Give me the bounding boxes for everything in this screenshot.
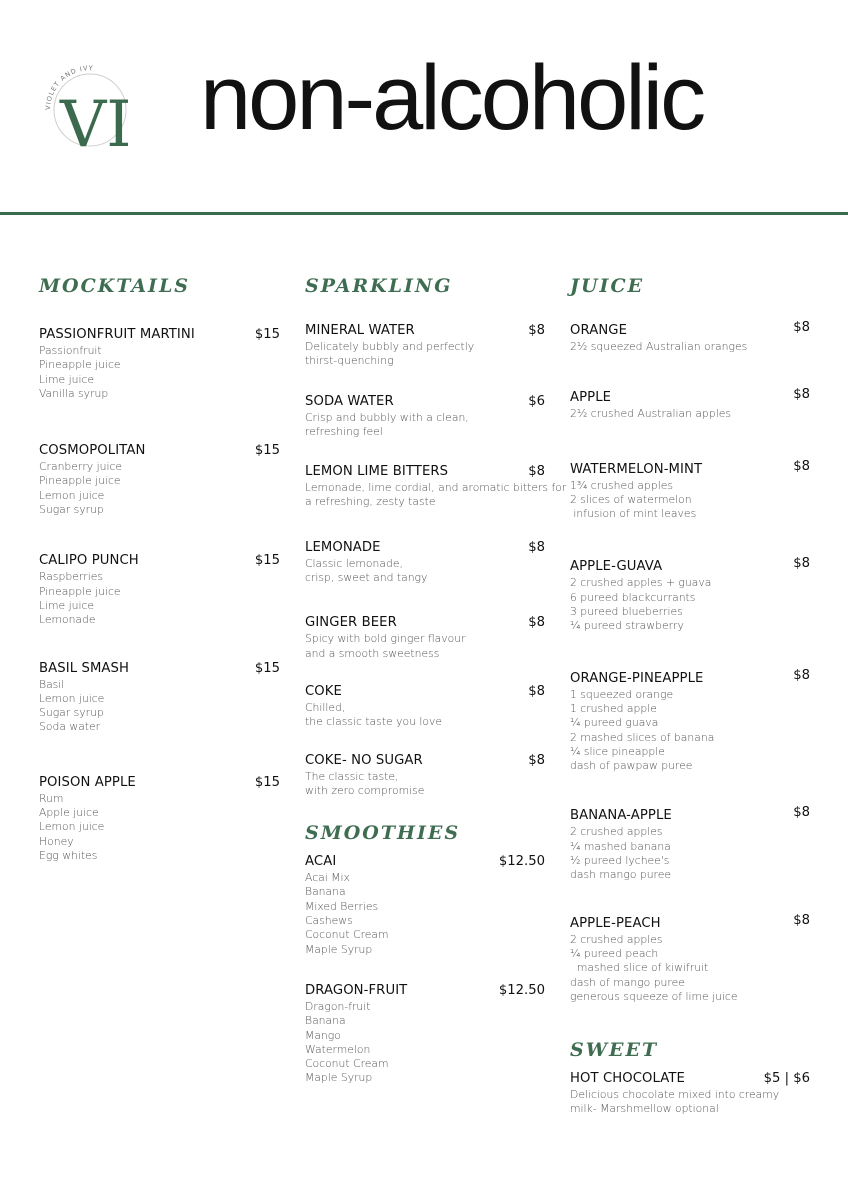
- menu-item-name: ORANGE: [570, 323, 628, 338]
- menu-item: [305, 684, 545, 730]
- menu-item: [570, 458, 810, 522]
- menu-item-price: $12.50: [498, 854, 545, 870]
- menu-item-description: [39, 344, 280, 401]
- menu-item-description-line: Raspberries: [39, 570, 104, 584]
- menu-item-description-line: Delicious chocolate mixed into creamy: [570, 1088, 780, 1102]
- menu-item-description-line: 2½ crushed Australian apples: [570, 407, 732, 421]
- menu-item: [570, 387, 810, 421]
- menu-item-name: POISON APPLE: [39, 774, 136, 790]
- menu-item-description: [305, 411, 545, 440]
- menu-item-description: [39, 570, 280, 627]
- menu-header: [0, 0, 848, 213]
- menu-item-description-line: Apple juice: [39, 806, 99, 820]
- menu-item-name: COKE- NO SUGAR: [305, 752, 423, 768]
- menu-item-name: APPLE-PEACH: [570, 915, 661, 931]
- menu-item-name: ORANGE-PINEAPPLE: [570, 670, 704, 686]
- menu-item-description: [570, 479, 810, 522]
- menu-item: [39, 553, 280, 627]
- menu-item-description-line: generous squeeze of lime juice: [570, 989, 738, 1003]
- menu-item-name: APPLE-GUAVA: [570, 559, 663, 575]
- menu-item: [305, 854, 545, 957]
- menu-item-name: APPLE: [570, 390, 612, 406]
- menu-item-description-line: Pineapple juice: [39, 474, 121, 488]
- menu-item-description: [570, 1088, 810, 1117]
- menu-item-description-line: Lemon juice: [39, 691, 105, 705]
- menu-item-description-line: 2 crushed apples: [570, 932, 663, 946]
- menu-item-name: BASIL SMASH: [39, 660, 130, 676]
- menu-item-name: ACAI: [305, 854, 337, 870]
- menu-item-price: $5 | $6: [763, 1071, 810, 1087]
- menu-item-description-line: Coconut Cream: [305, 928, 389, 942]
- menu-item-description-line: Dragon-fruit: [305, 999, 371, 1013]
- menu-item-description-line: Egg whites: [39, 848, 98, 862]
- juice-column: [570, 275, 810, 1117]
- menu-item-description: [39, 678, 280, 735]
- menu-item-price: $15: [254, 660, 280, 676]
- menu-item: [39, 327, 280, 401]
- menu-item-description-line: Honey: [39, 834, 74, 848]
- menu-item-name: WATERMELON-MINT: [570, 461, 703, 477]
- menu-item-description-line: dash of pawpaw puree: [570, 759, 693, 773]
- menu-item-description-line: Lemonade: [39, 613, 96, 627]
- menu-item-description-line: 3 pureed blueberries: [570, 605, 683, 619]
- menu-item-description-line: Lemonade, lime cordial, and aromatic bitters for: [305, 481, 567, 495]
- menu-item-description-line: Coconut Cream: [305, 1057, 389, 1071]
- menu-item-description-line: with zero compromise: [305, 783, 425, 797]
- menu-item-description-line: thirst-quenching: [305, 354, 394, 368]
- menu-item-description: [570, 340, 810, 354]
- menu-item-price: $8: [528, 539, 545, 555]
- menu-item-name: MINERAL WATER: [305, 323, 415, 338]
- menu-item: [305, 540, 545, 586]
- menu-item-description-line: a refreshing, zesty taste: [305, 495, 436, 509]
- menu-item-price: $8: [793, 556, 810, 572]
- menu-item-description-line: refreshing feel: [305, 424, 383, 438]
- menu-item-description-line: Vanilla syrup: [39, 386, 109, 400]
- menu-item-description: [39, 792, 280, 863]
- menu-item-description-line: 2½ squeezed Australian oranges: [570, 340, 748, 353]
- menu-item-description: [305, 632, 545, 661]
- menu-item-price: $8: [793, 387, 810, 403]
- menu-item-description-line: ¼ pureed peach: [570, 946, 659, 960]
- menu-item-description-line: Lime juice: [39, 598, 95, 612]
- menu-item-description-line: Cashews: [305, 914, 353, 928]
- menu-item: [39, 775, 280, 863]
- menu-item-price: $8: [528, 323, 545, 338]
- menu-item-description-line: ¼ pureed guava: [570, 716, 659, 730]
- menu-item-description-line: Banana: [305, 1014, 346, 1028]
- menu-item: [570, 667, 810, 774]
- menu-item-description-line: Acai Mix: [305, 871, 350, 885]
- logo-ring-text: VIOLET AND IVY: [43, 64, 94, 111]
- menu-item-description: [305, 770, 545, 799]
- section-heading-sparkling: SPARKLING: [305, 275, 453, 297]
- menu-item-description-line: Maple Syrup: [305, 1071, 373, 1085]
- menu-item-description-line: Pineapple juice: [39, 358, 121, 372]
- menu-item: [305, 323, 545, 369]
- menu-item-description-line: Passionfruit: [39, 344, 102, 357]
- menu-item-description-line: Spicy with bold ginger flavour: [305, 632, 466, 646]
- menu-item-price: $12.50: [498, 982, 545, 998]
- page-title: non-alcoholic: [200, 47, 704, 149]
- menu-item-description-line: Pineapple juice: [39, 584, 121, 598]
- menu-item-description-line: Maple Syrup: [305, 942, 373, 956]
- menu-item-name: GINGER BEER: [305, 615, 397, 631]
- menu-item: [570, 805, 810, 882]
- menu-item-description-line: Lemon juice: [39, 820, 105, 834]
- menu-item-price: $15: [254, 553, 280, 569]
- menu-item-description: [570, 933, 810, 1004]
- menu-item: [570, 912, 810, 1004]
- menu-item-description-line: crisp, sweet and tangy: [305, 571, 428, 585]
- menu-item-description-line: Mixed Berries: [305, 899, 379, 913]
- menu-item-name: SODA WATER: [305, 393, 394, 409]
- menu-item-price: $8: [528, 683, 545, 699]
- logo-monogram: VI: [60, 88, 132, 160]
- smoothies-list: [305, 854, 545, 1086]
- menu-item-name: LEMONADE: [305, 539, 381, 555]
- menu-item-description: [305, 871, 545, 957]
- menu-item-description-line: and a smooth sweetness: [305, 646, 440, 660]
- menu-item-price: $8: [793, 667, 810, 683]
- menu-item-name: BANANA-APPLE: [570, 808, 672, 824]
- menu-item-description: [305, 701, 545, 730]
- menu-item-name: DRAGON-FRUIT: [305, 982, 408, 998]
- section-heading-sweet: SWEET: [570, 1039, 659, 1062]
- menu-item-description-line: Lime juice: [39, 372, 95, 386]
- menu-item-description: [570, 825, 810, 882]
- menu-item: [570, 556, 810, 633]
- menu-item: [570, 320, 810, 354]
- menu-item-description-line: dash mango puree: [570, 868, 672, 882]
- brand-logo: [40, 60, 140, 160]
- menu-item-description-line: Delicately bubbly and perfectly: [305, 340, 475, 353]
- menu-item: [39, 443, 280, 517]
- menu-item-description-line: dash of mango puree: [570, 975, 685, 989]
- menu-item-price: $8: [528, 615, 545, 631]
- menu-item-description: [570, 576, 810, 633]
- menu-item-price: $8: [793, 320, 810, 335]
- menu-item-description-line: 2 slices of watermelon: [570, 492, 692, 506]
- menu-item-description-line: Basil: [39, 677, 65, 691]
- menu-item-name: LEMON LIME BITTERS: [305, 464, 449, 480]
- section-heading-juice: JUICE: [570, 275, 645, 297]
- menu-item-description-line: 2 crushed apples + guava: [570, 576, 712, 590]
- menu-item-description-line: Cranberry juice: [39, 460, 123, 474]
- menu-item-description-line: the classic taste you love: [305, 715, 443, 729]
- header-divider: [0, 212, 848, 215]
- menu-item-description-line: Soda water: [39, 720, 101, 734]
- menu-item-name: COKE: [305, 683, 342, 699]
- menu-item-description: [305, 481, 567, 510]
- menu-item: [305, 615, 545, 661]
- menu-item-description-line: Rum: [39, 791, 64, 805]
- menu-item: [305, 983, 545, 1086]
- menu-item-price: $8: [528, 752, 545, 768]
- menu-item-name: CALIPO PUNCH: [39, 553, 139, 569]
- menu-item-description-line: milk- Marshmellow optional: [570, 1102, 719, 1116]
- menu-item-description-line: Chilled,: [305, 700, 346, 714]
- menu-item-description-line: 2 mashed slices of banana: [570, 730, 715, 744]
- menu-item: [39, 661, 280, 735]
- menu-item-price: $8: [793, 805, 810, 821]
- menu-item-description-line: ¼ mashed banana: [570, 839, 671, 853]
- menu-item-description: [570, 407, 810, 421]
- menu-item-description-line: Crisp and bubbly with a clean,: [305, 410, 469, 424]
- menu-item: [305, 394, 545, 440]
- menu-item-description-line: Classic lemonade,: [305, 556, 403, 570]
- menu-item-description-line: Lemon juice: [39, 488, 105, 502]
- menu-item-description-line: Sugar syrup: [39, 706, 104, 720]
- menu-item-description-line: Mango: [305, 1028, 341, 1042]
- menu-item-description-line: ½ pureed lychee's: [570, 854, 670, 868]
- menu-item-description-line: 1 crushed apple: [570, 701, 657, 715]
- menu-item-description: [305, 340, 545, 369]
- sweet-list: [570, 1071, 810, 1117]
- menu-item: [305, 753, 545, 799]
- menu-item-description: [39, 460, 280, 517]
- menu-item-description-line: Sugar syrup: [39, 503, 104, 517]
- menu-item-description: [570, 688, 810, 774]
- menu-item-description: [305, 1000, 545, 1086]
- menu-item-price: $8: [793, 912, 810, 928]
- menu-item-price: $15: [254, 443, 280, 459]
- menu-item-price: $8: [528, 464, 545, 480]
- menu-item-description-line: Banana: [305, 885, 346, 899]
- sparkling-list: [305, 323, 567, 798]
- sparkling-column: [305, 275, 567, 1086]
- menu-item-description-line: mashed slice of kiwifruit: [570, 961, 709, 975]
- menu-item-name: COSMOPOLITAN: [39, 443, 146, 459]
- juice-list: [570, 320, 810, 1004]
- menu-item-description-line: 1¾ crushed apples: [570, 478, 673, 492]
- menu-item-description-line: 1 squeezed orange: [570, 687, 674, 701]
- menu-item-description-line: ¼ pureed strawberry: [570, 619, 684, 633]
- menu-item-description: [305, 557, 545, 586]
- menu-item-price: $8: [793, 458, 810, 474]
- menu-item-description-line: Watermelon: [305, 1042, 371, 1056]
- mocktails-column: [39, 275, 280, 863]
- section-heading-mocktails: MOCKTAILS: [39, 275, 191, 297]
- menu-item-price: $15: [254, 327, 280, 342]
- menu-item-description-line: infusion of mint leaves: [570, 507, 697, 521]
- menu-item-name: PASSIONFRUIT MARTINI: [39, 327, 195, 342]
- section-heading-smoothies: SMOOTHIES: [305, 822, 461, 845]
- menu-item-description-line: The classic taste,: [305, 769, 399, 783]
- menu-item-description-line: 6 pureed blackcurrants: [570, 590, 696, 604]
- menu-item-price: $6: [528, 393, 545, 409]
- mocktails-list: [39, 327, 280, 863]
- menu-item: [570, 1071, 810, 1117]
- menu-item-name: HOT CHOCOLATE: [570, 1071, 685, 1087]
- menu-item-description-line: ¼ slice pineapple: [570, 744, 665, 758]
- menu-item-price: $15: [254, 774, 280, 790]
- menu-item: [305, 464, 567, 510]
- menu-item-description-line: 2 crushed apples: [570, 825, 663, 839]
